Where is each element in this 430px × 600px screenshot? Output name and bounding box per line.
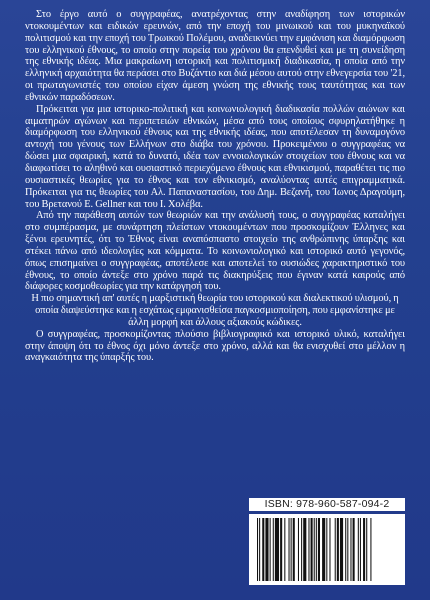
paragraph-1: Στο έργο αυτό ο συγγραφέας, ανατρέχοντας στην αναδίφηση των ιστορικών ντοκουμέντων και ειδικών ερευνών, από την εποχή του μινωικού και του μυκηναϊκού πολιτισμού και την εποχή του Τρωικού Πολέμου, αναδεικνύει την εμφάνιση και διαμόρφωση του ελληνικού έθνους, το οποίο στην πορεία του χρόνου θα επενδυθεί και με τη συνείδηση της εθνικής ιδέας. Μια μακραίωνη ιστορική και πολιτισμική διαδικασία, η οποία από την ελληνική αρχαιότητα θα περάσει στο Βυζάντιο και διά μέσου αυτού στην εθνεγερσία του '21, οι πρωταγωνιστές του οποίου είχαν άμεση γνώση της εθνικής τους ταυτότητας και των εθνικών παραδόσεων. <box>25 9 405 103</box>
isbn-label: ISBN: 978-960-587-094-2 <box>249 498 405 511</box>
paragraph-3: Από την παράθεση αυτών των θεωριών και την ανάλυσή τους, ο συγγραφέας καταλήγει στο συμπέρασμα, με συνάρτηση πλείστων ντοκουμέντων που προσκομίζουν Έλληνες και ξένοι ερευνητές, ότι το Έθνος είναι αναπόσπαστο στοιχείο της ανθρώπινης ύπαρξης και στέκει πάνω από ιδεολογίες και κόμματα. Το κοινωνιολογικό και ιστορικό αυτό γεγονός, όπως επισημαίνει ο συγγραφέας, αποτέλεσε και αποτελεί το ουσιώδες χαρακτηριστικό του έθνους, το οποίο άντεξε στο χρόνο παρά τις διακηρύξεις που έγιναν κατά καιρούς από διάφορες κοσμοθεωρίες για την κατάργησή του. <box>25 210 405 293</box>
paragraph-5: Ο συγγραφέας, προσκομίζοντας πλούσιο βιβλιογραφικό και ιστορικό υλικό, καταλήγει στην άποψη ότι το έθνος όχι μόνο άντεξε στο χρόνο, αλλά και θα ενισχυθεί στο μέλλον η αναγκαιότητα της ύπαρξής του. <box>25 328 405 364</box>
paragraph-4: Η πιο σημαντική απ' αυτές η μαρξιστική θεωρία του ιστορικού και διαλεκτικού υλισμού, η οποία διαψεύστηκε και η εσχάτως εμφανισθείσα παγκοσμιοποίηση, που εμφανίστηκε με άλλη μορφή και άλλους αξιακούς κώδικες. <box>31 293 399 328</box>
blurb-text <box>25 9 405 364</box>
barcode-icon <box>249 514 405 585</box>
paragraph-2: Πρόκειται για μια ιστορικο-πολιτική και κοινωνιολογική διαδικασία πολλών αιώνων και αιματηρών αγώνων και περιπετειών εθνικών, μέσα από τους οποίους σφυρηλατήθηκε η διαμόρφωση του ελληνικού έθνους και της εθνικής ιδέας, που αποτέλεσαν τη δυναμογόνο αντοχή του γένους των Ελλήνων στο διάβα του χρόνου. Προκειμένου ο συγγραφέας να δώσει μια σφαιρική, κατά το δυνατό, ιδέα των εννοιολογικών στοιχείων του έθνους και να διαφωτίσει το αληθινό και ουσιαστικό περιεχόμενο έθνους και εθνικισμού, παραθέτει τις πιο ουσιαστικές θεωρίες για το έθνος και τον εθνικισμό, αναλύοντας αυτές επιγραμματικά. Πρόκειται για τις θεωρίες του Αλ. Παπαναστασίου, του Δημ. Βεζανή, του Ίωνος Δραγούμη, του Βρετανού Ε. Gellner και του Ι. Χολέβα. <box>25 103 405 210</box>
